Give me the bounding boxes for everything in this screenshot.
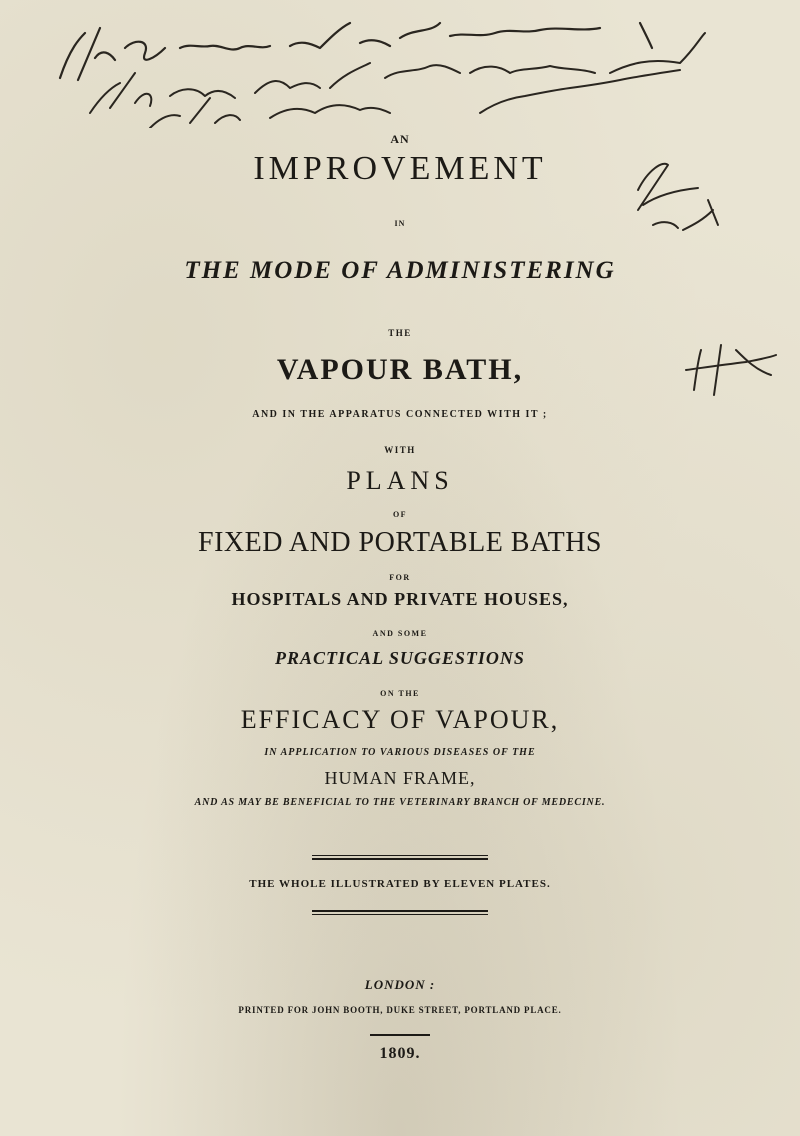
- mode-line: THE MODE OF ADMINISTERING: [184, 257, 616, 284]
- printer-line: PRINTED FOR JOHN BOOTH, DUKE STREET, PORTLAND PLACE.: [238, 1005, 562, 1015]
- human-frame-heading: HUMAN FRAME,: [324, 768, 476, 788]
- the-label-1: THE: [388, 328, 412, 338]
- application-line: IN APPLICATION TO VARIOUS DISEASES OF THE: [264, 747, 536, 758]
- of-label: OF: [392, 510, 408, 519]
- for-label: FOR: [389, 573, 411, 582]
- handwritten-margin-note: [676, 340, 786, 400]
- fixed-baths-heading: FIXED AND PORTABLE BATHS: [198, 527, 602, 558]
- short-rule: [370, 1034, 430, 1036]
- plans-heading: PLANS: [346, 466, 454, 495]
- improvement-text: IMPROVEMENT: [253, 150, 547, 187]
- rule-bottom-1: [312, 910, 488, 912]
- vapour-bath-heading: VAPOUR BATH,: [276, 353, 524, 386]
- with-label: WITH: [384, 445, 416, 455]
- apparatus-line: AND IN THE APPARATUS CONNECTED WITH IT ;: [252, 409, 548, 420]
- illustrated-line: THE WHOLE ILLUSTRATED BY ELEVEN PLATES.: [249, 878, 551, 890]
- rule-bottom-2: [312, 914, 488, 915]
- handwritten-inscription: [40, 18, 740, 128]
- hospitals-line: HOSPITALS AND PRIVATE HOUSES,: [231, 589, 569, 609]
- in-label: IN: [394, 219, 406, 228]
- efficacy-heading: EFFICACY OF VAPOUR,: [240, 705, 560, 734]
- practical-heading: PRACTICAL SUGGESTIONS: [275, 648, 525, 668]
- year-label: 1809.: [379, 1045, 421, 1062]
- rule-top-1: [312, 855, 488, 856]
- rule-top-2: [312, 858, 488, 860]
- london-label: LONDON :: [364, 977, 436, 992]
- and-some-label: AND SOME: [372, 629, 428, 638]
- an-label: AN: [390, 132, 410, 146]
- on-the-label: ON THE: [380, 689, 420, 698]
- veterinary-line: AND AS MAY BE BENEFICIAL TO THE VETERINARY BRANCH OF MEDECINE.: [194, 797, 606, 808]
